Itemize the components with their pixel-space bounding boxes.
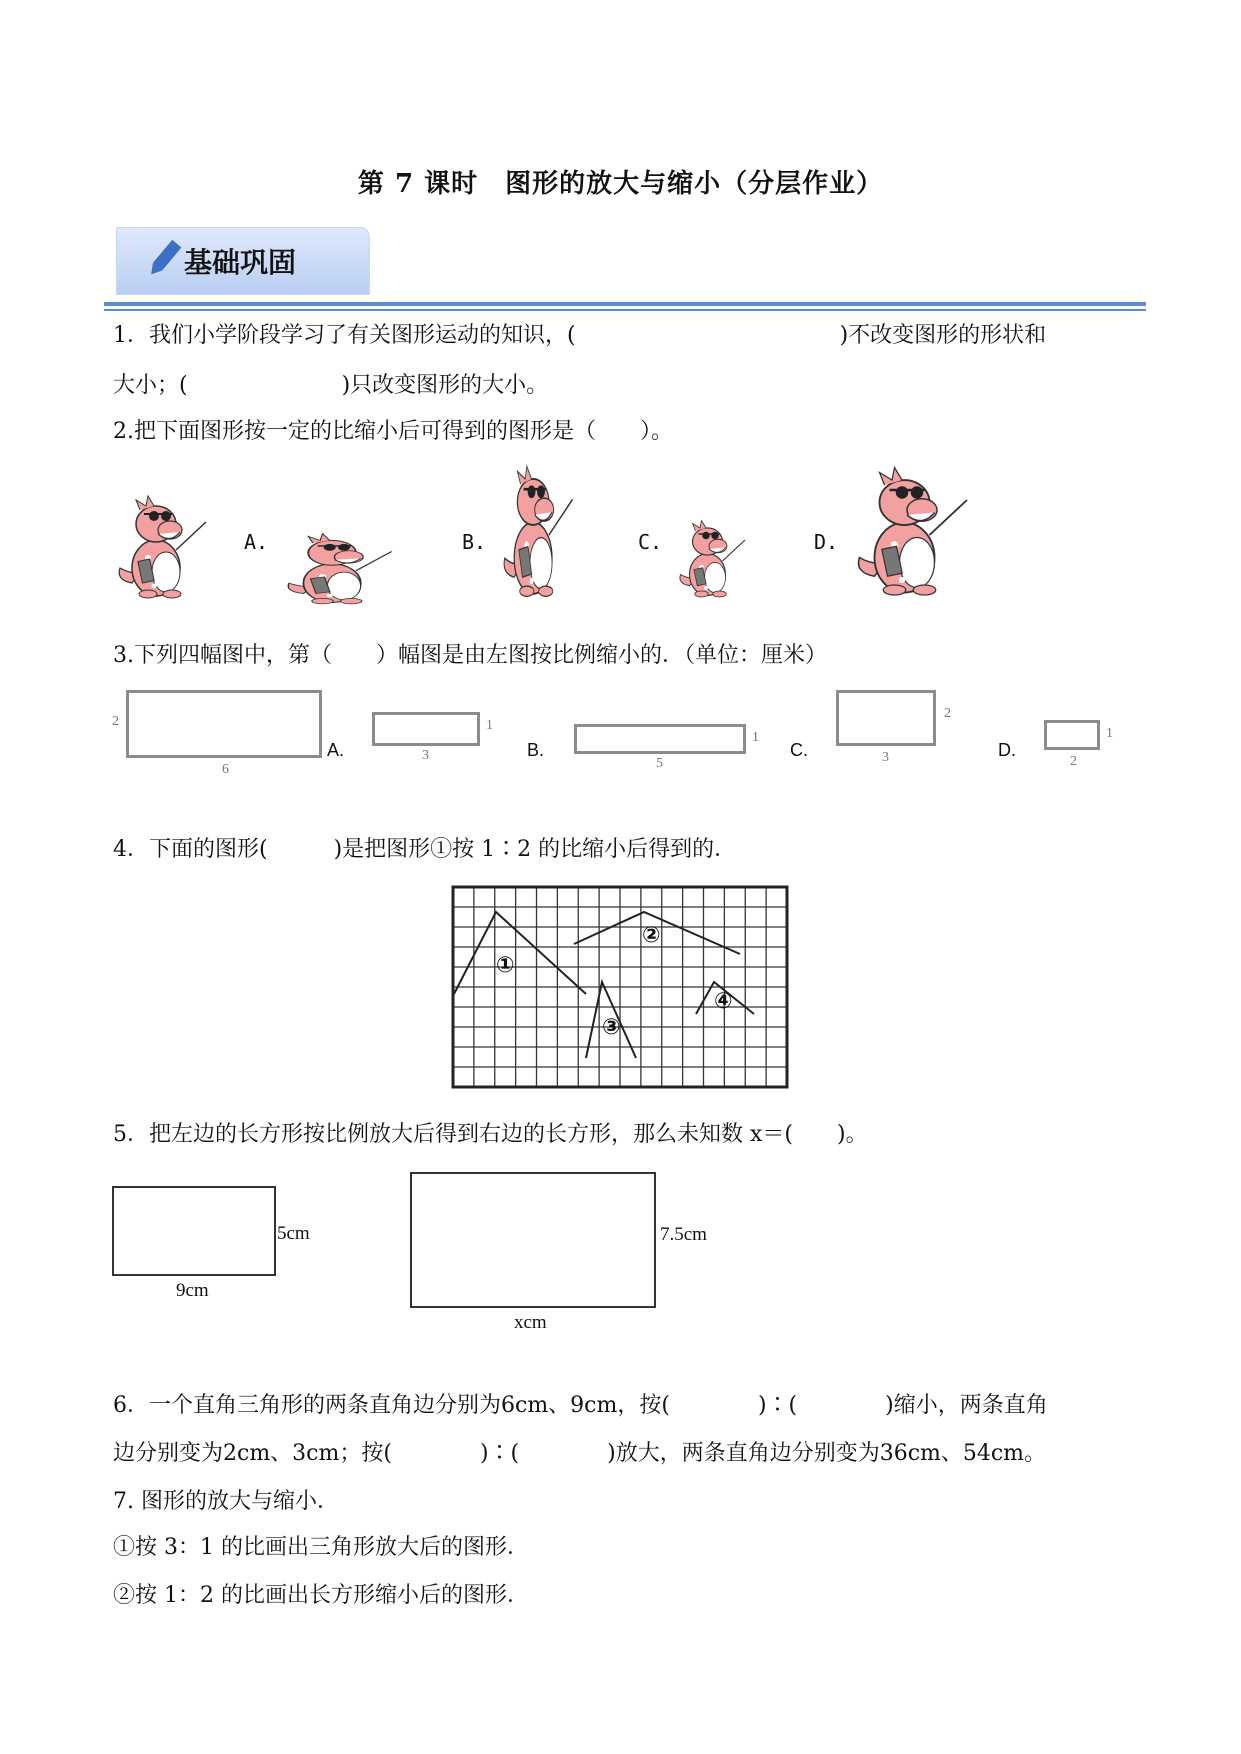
q3-original-width: 6: [222, 762, 229, 777]
q3-option-a-height: 1: [486, 718, 493, 733]
grid-lines: [453, 887, 787, 1087]
dino-option-b-image: [500, 456, 582, 604]
question-1-line-1: 1．我们小学阶段学习了有关图形运动的知识，( )不改变图形的形状和: [113, 323, 1047, 348]
q5-left-rectangle: [112, 1186, 276, 1276]
q5-right-rectangle: [410, 1172, 656, 1308]
q3-option-b-rectangle: [574, 724, 746, 754]
q3-original-rectangle: [126, 690, 322, 758]
q3-option-a-label: A.: [327, 740, 345, 760]
dino-option-d-image: [852, 456, 982, 604]
q3-original-height: 2: [112, 714, 119, 729]
section-banner: [116, 227, 370, 295]
q3-option-d-rectangle: [1044, 720, 1100, 750]
question-3-text: 3.下列四幅图中，第（ ）幅图是由左图按比例缩小的．（单位：厘米）: [113, 643, 827, 668]
section-divider: [104, 302, 1146, 306]
question-7-title: 7. 图形的放大与缩小．: [113, 1489, 339, 1514]
question-7-item-2: ②按 1：2 的比画出长方形缩小后的图形．: [113, 1583, 529, 1608]
q5-right-width: xcm: [514, 1312, 547, 1333]
q5-right-height: 7.5cm: [660, 1224, 707, 1245]
question-6-line-1: 6．一个直角三角形的两条直角边分别为6cm、9cm，按( )∶( )缩小，两条直角: [113, 1393, 1048, 1418]
section-divider-thin: [104, 309, 1146, 311]
q3-option-d-label: D.: [998, 740, 1016, 760]
q4-grid-figure: [450, 884, 790, 1090]
figure-1-label: ①: [496, 953, 515, 978]
dino-option-a-image: [282, 528, 406, 608]
q2-option-c-label: C.: [638, 530, 663, 554]
question-1-line-2: 大小；( )只改变图形的大小。: [113, 373, 549, 398]
q3-option-c-height: 2: [944, 706, 951, 721]
q2-option-b-label: B.: [462, 530, 487, 554]
q3-option-b-label: B.: [527, 740, 545, 760]
pencil-icon: [144, 237, 184, 281]
q5-left-width: 9cm: [176, 1280, 209, 1301]
q3-option-d-width: 2: [1070, 754, 1077, 769]
q3-option-b-width: 5: [656, 756, 663, 771]
section-label: 基础巩固: [184, 246, 297, 279]
question-5-text: 5．把左边的长方形按比例放大后得到右边的长方形，那么未知数 x＝( )。: [113, 1122, 868, 1147]
question-7-item-1: ①按 3：1 的比画出三角形放大后的图形．: [113, 1535, 529, 1560]
q3-option-a-rectangle: [372, 712, 480, 746]
q3-option-d-height: 1: [1106, 726, 1113, 741]
q2-option-d-label: D.: [814, 530, 839, 554]
page-title: 第 7 课时 图形的放大与缩小（分层作业）: [357, 169, 884, 199]
question-2-text: 2.把下面图形按一定的比缩小后可得到的图形是（ ）。: [113, 419, 673, 444]
figure-3-label: ③: [602, 1015, 621, 1040]
question-6-line-2: 边分别变为2cm、3cm；按( )∶( )放大，两条直角边分别变为36cm、54cm。: [113, 1441, 1047, 1466]
dino-original-image: [114, 488, 218, 604]
figure-4-label: ④: [714, 989, 733, 1014]
q3-option-c-label: C.: [790, 740, 808, 760]
q3-option-c-rectangle: [836, 690, 936, 746]
q2-option-a-label: A.: [244, 530, 269, 554]
question-4-text: 4．下面的图形( )是把图形①按 1∶2 的比缩小后得到的．: [113, 837, 737, 862]
q3-option-b-height: 1: [752, 730, 759, 745]
figure-2-label: ②: [642, 923, 661, 948]
q3-option-c-width: 3: [882, 750, 889, 765]
dino-option-c-image: [676, 514, 754, 602]
q5-left-height: 5cm: [277, 1223, 310, 1244]
q3-option-a-width: 3: [422, 748, 429, 763]
